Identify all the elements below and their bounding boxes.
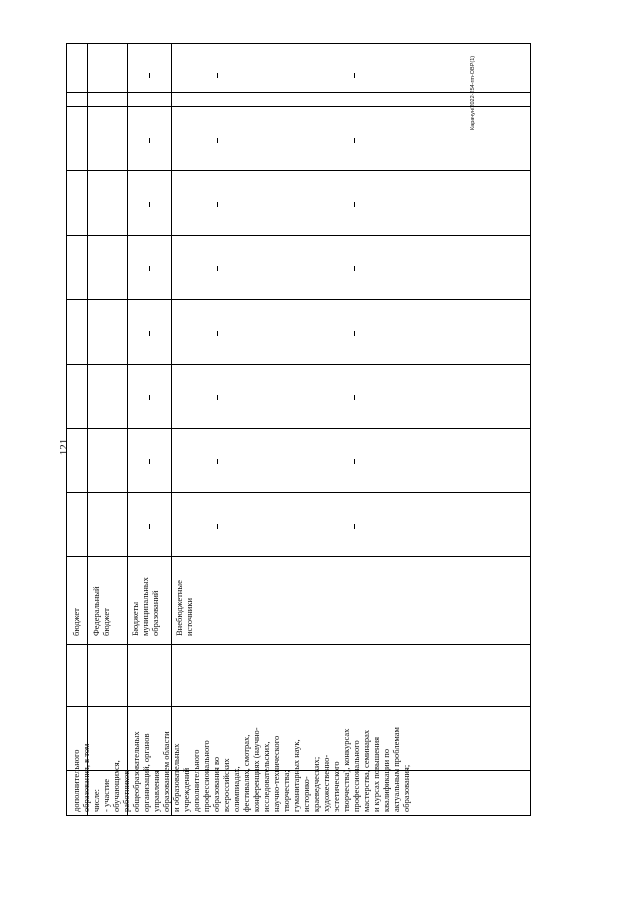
source-label: Федеральный бюджет	[91, 586, 111, 636]
source-label: бюджет	[71, 608, 81, 636]
dash-mark	[354, 331, 355, 336]
dash-mark	[149, 395, 150, 400]
dash-mark	[217, 202, 218, 207]
dash-mark	[217, 459, 218, 464]
dash-mark	[217, 73, 218, 78]
dash-mark	[217, 138, 218, 143]
dash-mark	[149, 524, 150, 529]
dash-mark	[354, 266, 355, 271]
source-label: Внебюджетные источники	[174, 580, 194, 636]
dash-mark	[217, 524, 218, 529]
dash-mark	[149, 331, 150, 336]
dash-mark	[149, 459, 150, 464]
page-number: 121	[58, 438, 70, 456]
budget-table	[66, 43, 531, 816]
dash-mark	[354, 73, 355, 78]
dash-mark	[354, 202, 355, 207]
dash-mark	[217, 266, 218, 271]
dash-mark	[354, 459, 355, 464]
source-label: Бюджеты муниципальных образований	[130, 577, 160, 636]
dash-mark	[149, 266, 150, 271]
dash-mark	[149, 202, 150, 207]
dash-mark	[354, 395, 355, 400]
description-cell: дополнительного образования, в том числе: - участие обучающихся, работников общеобразовательных организаций, органов управления образованием области и образовательных учреждений дополнительного профессионального образования во всероссийских олимпиадах, фестивалях, смотрах, конференциях (научно- исследовательских, научно-технического творчества; гуманитарных наук, историко- краеведческих; художественно- эстетического творчества), конкурсах профессионального мастерства, семинарах и курсах повышения квалификации по актуальным проблемам образования;	[71, 727, 411, 812]
dash-mark	[354, 524, 355, 529]
dash-mark	[354, 138, 355, 143]
dash-mark	[149, 73, 150, 78]
dash-mark	[149, 138, 150, 143]
dash-mark	[217, 331, 218, 336]
side-reference: Карачун/2022-254-rm-OBP(1)	[470, 55, 476, 130]
dash-mark	[217, 395, 218, 400]
